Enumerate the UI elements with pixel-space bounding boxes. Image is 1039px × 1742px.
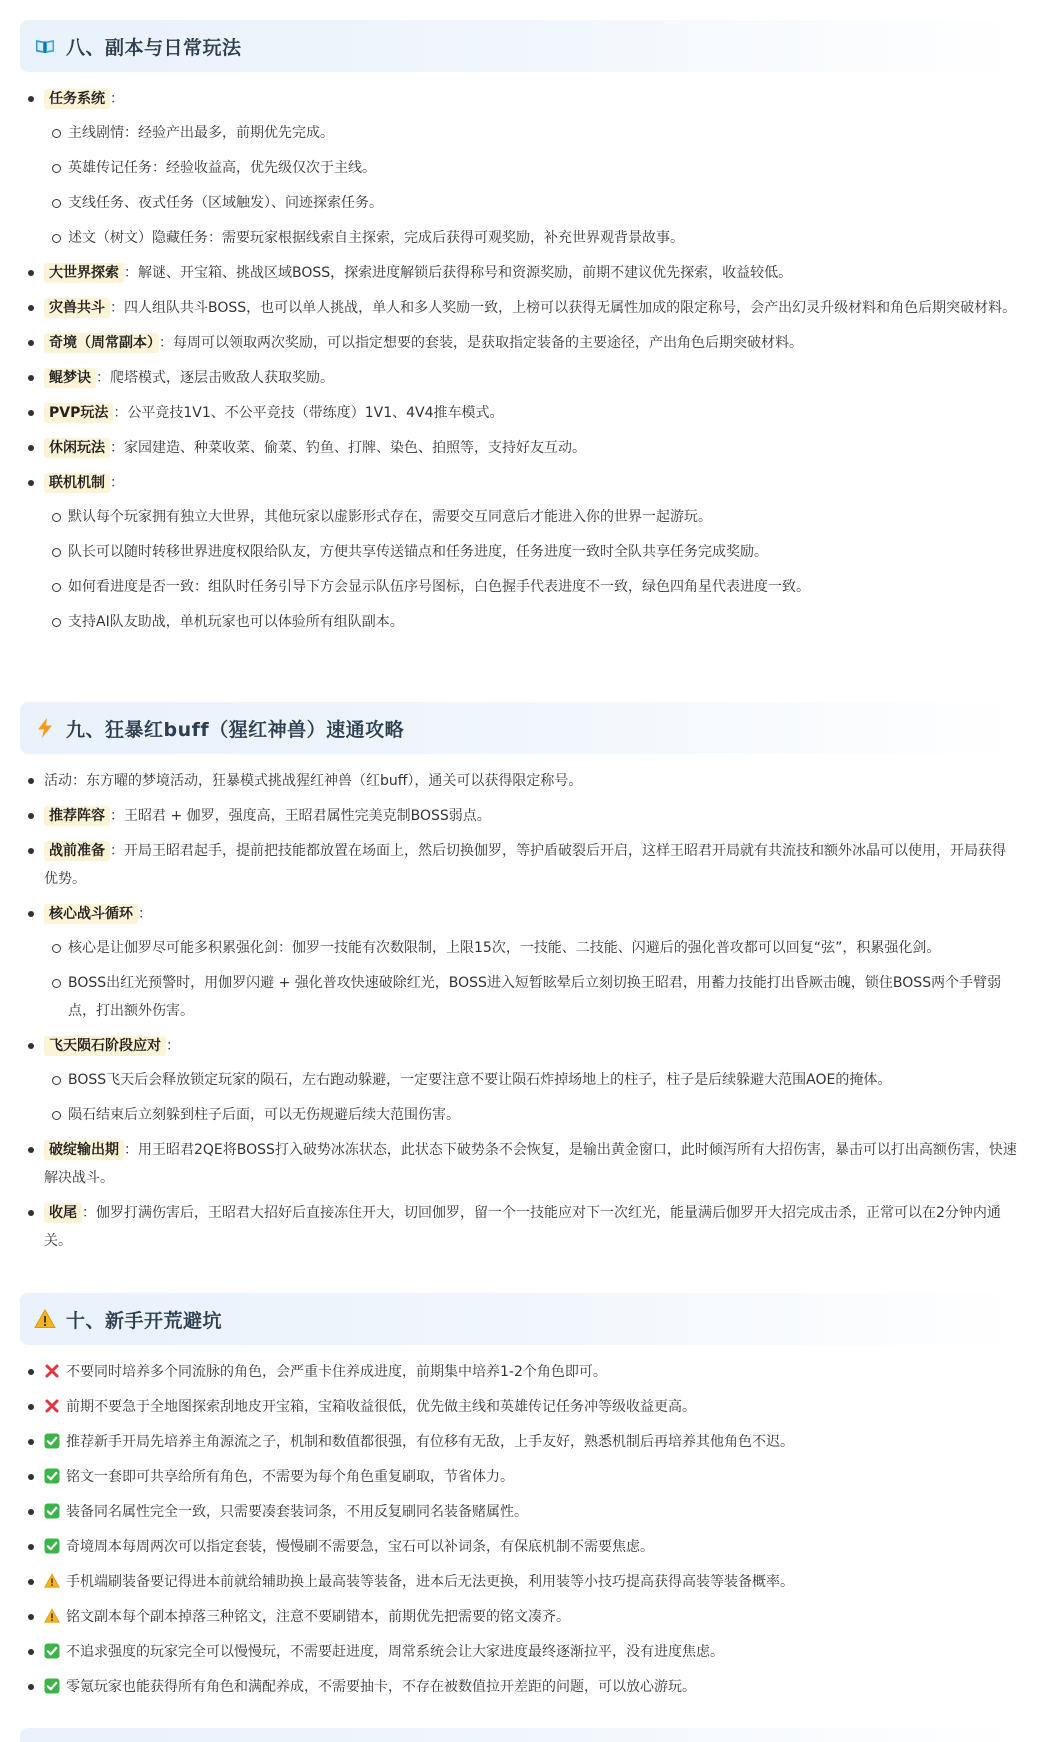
sub-list-item: 支持AI队友助战，单机玩家也可以体验所有组队副本。 [44,608,1019,636]
check-mark-icon [44,1676,60,1692]
list-item [20,85,1019,252]
check-mark-icon [44,1501,60,1517]
list-item [20,1463,1019,1491]
sub-list-item: 主线剧情：经验产出最多，前期优先完成。 [44,119,1019,147]
check-mark-icon [44,1431,60,1447]
item-label: 战前准备 [44,841,110,861]
section-8-title: 八、副本与日常玩法 [66,36,242,59]
item-label: 联机机制 [44,473,110,493]
section-10-title: 十、新手开荒避坑 [66,1309,223,1332]
section-9-list [20,767,1019,1262]
section-8-list [20,85,1019,643]
sub-list-item: 核心是让伽罗尽可能多积累强化剑：伽罗一技能有次数限制，上限15次，一技能、二技能、闪避后的强化普攻都可以回复“弦”，积累强化剑。 [44,934,1019,962]
list-item [20,329,1019,357]
item-text: 不追求强度的玩家完全可以慢慢玩，不需要赶进度，周常系统会让大家进度最终逐渐拉平，没有进度焦虑。 [66,1644,724,1660]
lightning-icon [34,717,56,739]
item-text: 不要同时培养多个同流脉的角色，会严重卡住养成进度，前期集中培养1-2个角色即可。 [66,1364,607,1380]
item-label: 鲲梦诀 [44,368,96,388]
item-text: ：用王昭君2QE将BOSS打入破势冰冻状态，此状态下破势条不会恢复，是输出黄金窗口，此时倾泻所有大招伤害，暴击可以打出高额伤害，快速解决战斗。 [44,1142,1017,1186]
book-icon [34,35,56,57]
sub-list [44,1066,1019,1129]
section-8-header [20,20,1019,72]
item-text: ： [110,91,124,107]
sub-list [44,119,1019,252]
list-item [20,434,1019,462]
check-mark-icon [44,1466,60,1482]
list-item [20,837,1019,893]
list-item [20,767,1019,795]
item-text: ：每周可以领取两次奖励，可以指定想要的套装，是获取指定装备的主要途径，产出角色后期突破材料。 [159,335,803,351]
cross-mark-icon [44,1361,60,1377]
list-item [20,1199,1019,1255]
cross-mark-icon [44,1396,60,1412]
item-text: ：解谜、开宝箱、挑战区域BOSS，探索进度解锁后获得称号和资源奖励，前期不建议优先探索，收益较低。 [124,265,793,281]
item-text: ： [166,1038,180,1054]
item-text: 铭文副本每个副本掉落三种铭文，注意不要刷错本，前期优先把需要的铭文凑齐。 [66,1609,570,1625]
list-item [20,1533,1019,1561]
list-item [20,900,1019,1025]
item-label: 奇境（周常副本） [44,333,159,353]
sub-list-item: 英雄传记任务：经验收益高，优先级仅次于主线。 [44,154,1019,182]
section-10-header [20,1293,1019,1345]
item-label: 破绽输出期 [44,1140,124,1160]
item-text: ：家园建造、种菜收菜、偷菜、钓鱼、打牌、染色、拍照等，支持好友互动。 [110,440,586,456]
activity-text: 活动：东方曜的梦境活动，狂暴模式挑战猩红神兽（红buff），通关可以获得限定称号。 [44,773,583,789]
item-label: 大世界探索 [44,263,124,283]
item-text: ： [138,906,152,922]
item-text: ：四人组队共斗BOSS，也可以单人挑战，单人和多人奖励一致，上榜可以获得无属性加成的限定称号，会产出幻灵升级材料和角色后期突破材料。 [110,300,1017,316]
list-item [20,1568,1019,1596]
item-text: ：开局王昭君起手，提前把技能都放置在场面上，然后切换伽罗，等护盾破裂后开启，这样王昭君开局就有共流技和额外冰晶可以使用，开局获得优势。 [44,843,1006,887]
list-item [20,1498,1019,1526]
list-item [20,1673,1019,1701]
item-label: 灾兽共斗 [44,298,110,318]
list-item [20,802,1019,830]
next-section-header [20,1728,1019,1742]
sub-list [44,503,1019,636]
section-9-header [20,702,1019,754]
item-text: ：爬塔模式，逐层击败敌人获取奖励。 [96,370,334,386]
warning-sign-icon [44,1571,60,1587]
sub-list-item: 支线任务、夜式任务（区域触发）、问迹探索任务。 [44,189,1019,217]
section-9-title: 九、狂暴红buff（猩红神兽）速通攻略 [66,718,405,741]
list-item [20,399,1019,427]
sub-list-item: 默认每个玩家拥有独立大世界，其他玩家以虚影形式存在，需要交互同意后才能进入你的世界一起游玩。 [44,503,1019,531]
sub-list-item: BOSS飞天后会释放锁定玩家的陨石，左右跑动躲避，一定要注意不要让陨石炸掉场地上的柱子，柱子是后续躲避大范围AOE的掩体。 [44,1066,1019,1094]
sub-list-item: 如何看进度是否一致：组队时任务引导下方会显示队伍序号图标，白色握手代表进度不一致，绿色四角星代表进度一致。 [44,573,1019,601]
item-text: 推荐新手开局先培养主角源流之子，机制和数值都很强，有位移有无敌，上手友好，熟悉机制后再培养其他角色不迟。 [66,1434,794,1450]
item-text: ： [110,475,124,491]
item-label: PVP玩法 [44,403,113,423]
check-mark-icon [44,1641,60,1657]
list-item [20,294,1019,322]
list-item [20,1358,1019,1386]
item-text: ：公平竞技1V1、不公平竞技（带练度）1V1、4V4推车模式。 [113,405,504,421]
list-item [20,469,1019,636]
warning-sign-icon [44,1606,60,1622]
sub-list-item: 队长可以随时转移世界进度权限给队友，方便共享传送锚点和任务进度，任务进度一致时全队共享任务完成奖励。 [44,538,1019,566]
list-item [20,259,1019,287]
list-item [20,1032,1019,1129]
list-item [20,1603,1019,1631]
sub-list-item: 陨石结束后立刻躲到柱子后面，可以无伤规避后续大范围伤害。 [44,1101,1019,1129]
item-label: 任务系统 [44,89,110,109]
item-label: 飞天陨石阶段应对 [44,1036,166,1056]
item-text: 奇境周本每周两次可以指定套装，慢慢刷不需要急，宝石可以补词条，有保底机制不需要焦虑。 [66,1539,654,1555]
item-text: 铭文一套即可共享给所有角色，不需要为每个角色重复刷取，节省体力。 [66,1469,514,1485]
item-text: ：伽罗打满伤害后，王昭君大招好后直接冻住开大，切回伽罗，留一个一技能应对下一次红光，能量满后伽罗开大招完成击杀，正常可以在2分钟内通关。 [44,1205,1001,1249]
sub-list-item: BOSS出红光预警时，用伽罗闪避 + 强化普攻快速破除红光，BOSS进入短暂眩晕后立刻切换王昭君，用蓄力技能打出昏厥击魄，锁住BOSS两个手臂弱点，打出额外伤害。 [44,969,1019,1025]
list-item [20,1638,1019,1666]
list-item [20,1393,1019,1421]
item-text: 装备同名属性完全一致，只需要凑套装词条，不用反复刷同名装备赌属性。 [66,1504,528,1520]
item-label: 休闲玩法 [44,438,110,458]
sub-list-item: 述文（树文）隐藏任务：需要玩家根据线索自主探索，完成后获得可观奖励，补充世界观背景故事。 [44,224,1019,252]
section-10-list [20,1358,1019,1708]
item-text: ：王昭君 + 伽罗，强度高，王昭君属性完美克制BOSS弱点。 [110,808,491,824]
item-text: 手机端刷装备要记得进本前就给辅助换上最高装等装备，进本后无法更换，利用装等小技巧提高获得高装等装备概率。 [66,1574,794,1590]
item-label: 推荐阵容 [44,806,110,826]
list-item [20,1136,1019,1192]
check-mark-icon [44,1536,60,1552]
item-text: 前期不要急于全地图探索刮地皮开宝箱，宝箱收益很低，优先做主线和英雄传记任务冲等级收益更高。 [66,1399,696,1415]
item-text: 零氪玩家也能获得所有角色和满配养成，不需要抽卡，不存在被数值拉开差距的问题，可以放心游玩。 [66,1679,696,1695]
warning-icon [34,1308,56,1330]
item-label: 核心战斗循环 [44,904,138,924]
list-item [20,364,1019,392]
list-item [20,1428,1019,1456]
sub-list [44,934,1019,1025]
item-label: 收尾 [44,1203,82,1223]
